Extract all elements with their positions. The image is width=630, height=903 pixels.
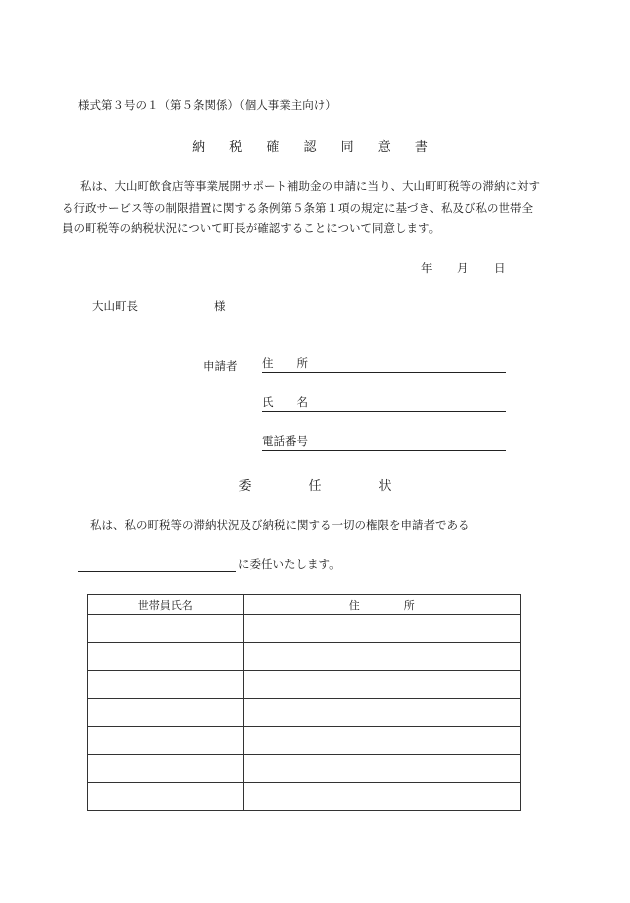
household-member-name-header: 世帯員氏名 bbox=[88, 595, 244, 615]
household-member-name-cell[interactable] bbox=[88, 755, 244, 783]
household-members-table bbox=[87, 594, 521, 811]
table-row bbox=[88, 671, 521, 699]
applicant-phone-field[interactable] bbox=[262, 434, 506, 451]
delegation-text: 私は、私の町税等の滞納状況及び納税に関する一切の権限を申請者である bbox=[90, 518, 470, 532]
delegation-title: 委 任 状 bbox=[238, 479, 414, 494]
household-member-name-cell[interactable] bbox=[88, 671, 244, 699]
household-member-address-cell[interactable] bbox=[243, 615, 520, 643]
form-number: 様式第３号の１（第５条関係）（個人事業主向け） bbox=[78, 98, 337, 112]
date-year-label: 年 bbox=[421, 261, 433, 275]
table-row bbox=[88, 615, 521, 643]
document-title: 納 税 確 認 同 意 書 bbox=[192, 140, 438, 155]
date-month-label: 月 bbox=[457, 261, 469, 275]
household-member-address-cell[interactable] bbox=[243, 671, 520, 699]
household-member-name-cell[interactable] bbox=[88, 699, 244, 727]
household-member-address-cell[interactable] bbox=[243, 783, 520, 811]
household-member-address-cell[interactable] bbox=[243, 755, 520, 783]
applicant-phone-label: 電話番号 bbox=[262, 434, 308, 448]
household-member-name-cell[interactable] bbox=[88, 643, 244, 671]
date-day-label: 日 bbox=[494, 261, 506, 275]
consent-paragraph-line-2: る行政サービス等の制限措置に関する条例第５条第１項の規定に基づき、私及び私の世帯全 bbox=[62, 201, 534, 215]
consent-paragraph-line-1: 私は、大山町飲食店等事業展開サポート補助金の申請に当り、大山町町税等の滞納に対す bbox=[80, 179, 540, 193]
household-member-address-header: 住 所 bbox=[243, 595, 520, 615]
table-row bbox=[88, 755, 521, 783]
addressee-name: 大山町長 bbox=[92, 299, 138, 313]
delegation-suffix: に委任いたします。 bbox=[238, 557, 341, 571]
addressee-honorific: 様 bbox=[214, 299, 226, 313]
household-member-name-cell[interactable] bbox=[88, 727, 244, 755]
applicant-address-field[interactable] bbox=[262, 356, 506, 373]
applicant-name-field[interactable] bbox=[262, 395, 506, 412]
table-header-row bbox=[88, 595, 521, 615]
table-row bbox=[88, 643, 521, 671]
delegate-name-field[interactable] bbox=[78, 556, 236, 572]
applicant-name-label: 氏 名 bbox=[262, 395, 308, 409]
household-member-address-cell[interactable] bbox=[243, 643, 520, 671]
household-member-address-cell[interactable] bbox=[243, 699, 520, 727]
applicant-address-label: 住 所 bbox=[262, 356, 308, 370]
household-member-address-cell[interactable] bbox=[243, 727, 520, 755]
applicant-label: 申請者 bbox=[203, 359, 238, 373]
consent-paragraph-line-3: 員の町税等の納税状況について町長が確認することについて同意します。 bbox=[62, 221, 441, 235]
household-member-name-cell[interactable] bbox=[88, 783, 244, 811]
table-row bbox=[88, 727, 521, 755]
table-row bbox=[88, 783, 521, 811]
table-row bbox=[88, 699, 521, 727]
household-member-name-cell[interactable] bbox=[88, 615, 244, 643]
